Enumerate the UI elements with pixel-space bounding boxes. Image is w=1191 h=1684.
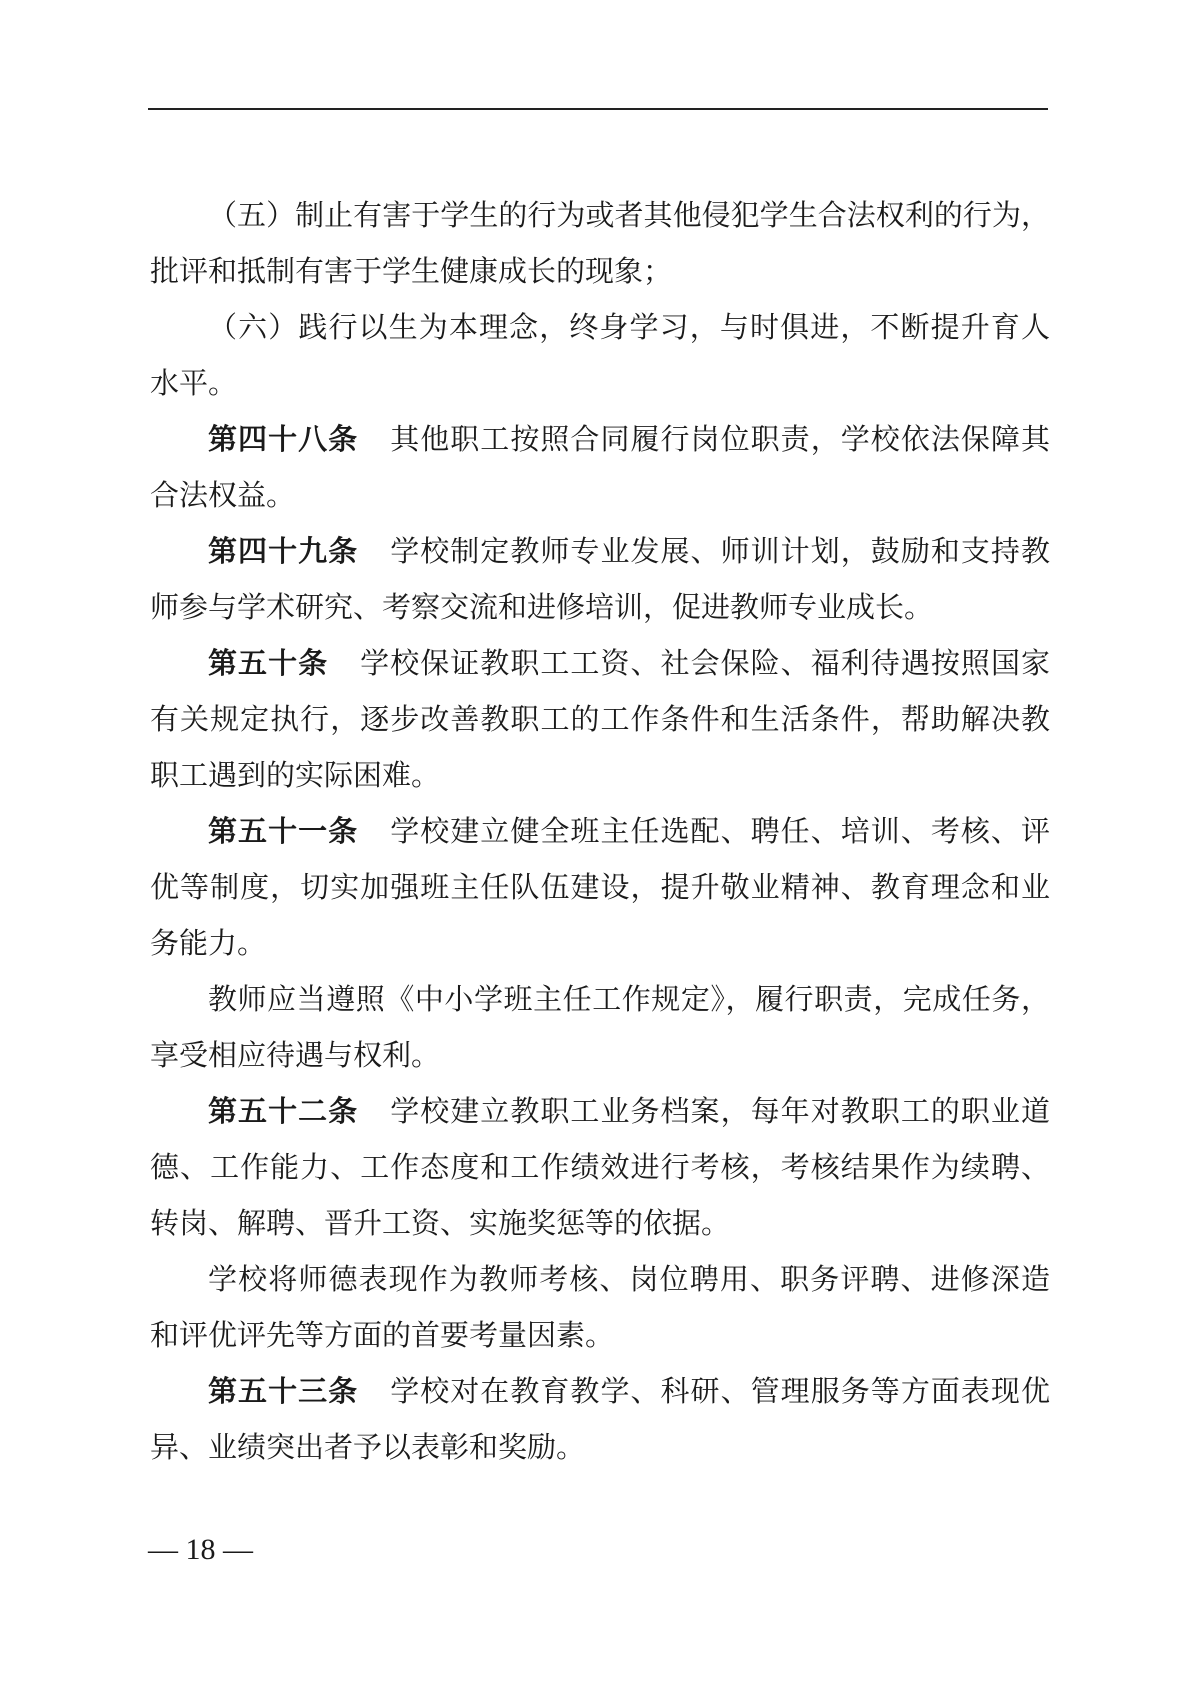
article-heading: 第四十九条 — [208, 534, 359, 568]
paragraph-line: 优等制度，切实加强班主任队伍建设，提升敬业精神、教育理念和业 — [150, 870, 1050, 904]
paragraph-line: 异、业绩突出者予以表彰和奖励。 — [150, 1430, 586, 1464]
paragraph-line: （六）践行以生为本理念，终身学习，与时俱进，不断提升育人 — [208, 310, 1050, 344]
article-heading: 第五十条 — [208, 646, 329, 680]
paragraph-line: 合法权益。 — [150, 478, 296, 512]
paragraph-line: 师参与学术研究、考察交流和进修培训，促进教师专业成长。 — [150, 590, 934, 624]
article-heading: 第四十八条 — [208, 422, 359, 456]
page-number: — 18 — — [148, 1533, 253, 1566]
article-heading: 第五十二条 — [208, 1094, 359, 1128]
paragraph-line: 学校将师德表现作为教师考核、岗位聘用、职务评聘、进修深造 — [208, 1262, 1050, 1296]
paragraph-line: 德、工作能力、工作态度和工作绩效进行考核，考核结果作为续聘、 — [150, 1150, 1050, 1184]
article-line: 第四十八条 其他职工按照合同履行岗位职责，学校依法保障其 — [208, 422, 1050, 456]
paragraph-line: 教师应当遵照《中小学班主任工作规定》，履行职责，完成任务， — [208, 982, 1050, 1016]
article-line: 第五十二条 学校建立教职工业务档案，每年对教职工的职业道 — [208, 1094, 1050, 1128]
paragraph-line: 享受相应待遇与权利。 — [150, 1038, 441, 1072]
article-heading: 第五十三条 — [208, 1374, 359, 1408]
paragraph-line: 职工遇到的实际困难。 — [150, 758, 441, 792]
article-line: 第五十条 学校保证教职工工资、社会保险、福利待遇按照国家 — [208, 646, 1050, 680]
paragraph-line: 水平。 — [150, 366, 238, 400]
paragraph-line: 和评优评先等方面的首要考量因素。 — [150, 1318, 615, 1352]
paragraph-line: 转岗、解聘、晋升工资、实施奖惩等的依据。 — [150, 1206, 731, 1240]
paragraph-line: 有关规定执行，逐步改善教职工的工作条件和生活条件，帮助解决教 — [150, 702, 1050, 736]
article-heading: 第五十一条 — [208, 814, 359, 848]
header-rule — [148, 108, 1048, 110]
article-line: 第五十一条 学校建立健全班主任选配、聘任、培训、考核、评 — [208, 814, 1050, 848]
paragraph-line: 批评和抵制有害于学生健康成长的现象； — [150, 254, 673, 288]
paragraph-line: （五）制止有害于学生的行为或者其他侵犯学生合法权利的行为， — [208, 198, 1050, 232]
document-body — [150, 187, 1050, 1475]
article-line: 第五十三条 学校对在教育教学、科研、管理服务等方面表现优 — [208, 1374, 1050, 1408]
article-line: 第四十九条 学校制定教师专业发展、师训计划，鼓励和支持教 — [208, 534, 1050, 568]
paragraph-line: 务能力。 — [150, 926, 267, 960]
